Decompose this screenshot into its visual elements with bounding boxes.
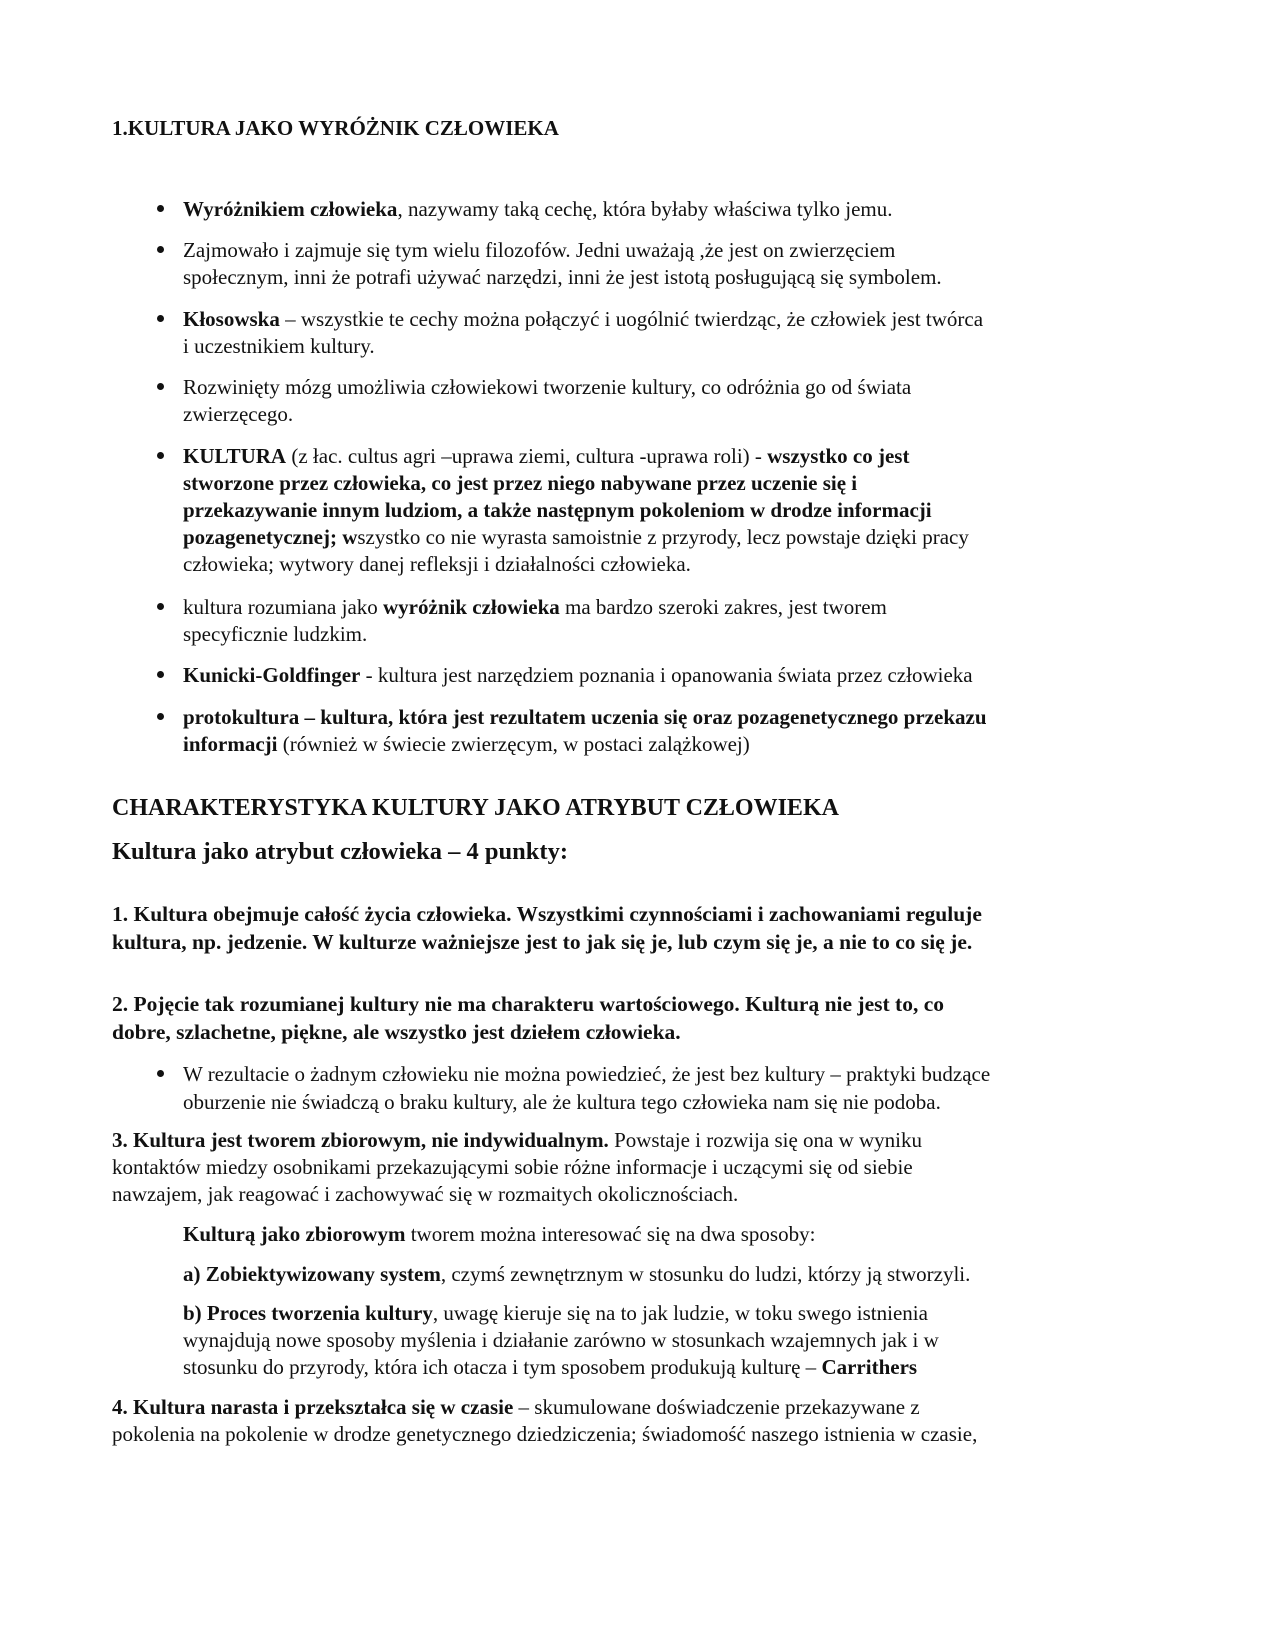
text: kultura rozumiana jako [183, 595, 384, 619]
bullet-item-line [183, 442, 909, 470]
bullet-icon [157, 205, 164, 212]
point3-intro-bold: Kulturą jako zbiorowym [183, 1222, 406, 1246]
bullet-icon [157, 671, 164, 678]
bullet-item-line [183, 523, 969, 551]
point2-line2: dobre, szlachetne, piękne, ale wszystko jest dziełem człowieka. [112, 1020, 681, 1044]
point4-text: – skumulowane doświadczenie przekazywane z [513, 1395, 920, 1419]
bold-text: wszystko co jest [767, 444, 910, 468]
bold-text: przekazywanie innym ludziom, a także następnym pokoleniom w drodze informacji [183, 498, 932, 522]
bold-text: stworzone przez człowieka, co jest przez niego nabywane przez uczenie się i [183, 471, 858, 495]
bullet-item-line [183, 236, 895, 264]
text: , nazywamy taką cechę, która byłaby właściwa tylko jemu. [397, 197, 893, 221]
bullet-icon [157, 452, 164, 459]
text: Rozwinięty mózg umożliwia człowiekowi tworzenie kultury, co odróżnia go od świata [183, 375, 912, 399]
bullet-item-line [183, 305, 983, 333]
text: człowieka; wytwory danej refleksji i działalności człowieka. [183, 552, 691, 576]
point3-b-line2: wynajdują nowe sposoby myślenia i działanie zarówno w stosunkach wzajemnych jak i w [183, 1328, 939, 1352]
point2-bullet-line1: W rezultacie o żadnym człowieku nie można powiedzieć, że jest bez kultury – praktyki budzące [183, 1062, 991, 1086]
bullet-item-line [183, 469, 857, 497]
bullet-item-line [183, 730, 750, 758]
point3-b-line3-text: stosunku do przyrody, która ich otacza i tym sposobem produkują kulturę – [183, 1355, 822, 1379]
text: - kultura jest narzędziem poznania i opanowania świata przez człowieka [360, 663, 973, 687]
text: zwierzęcego. [183, 402, 294, 426]
text: szystko co nie wyrasta samoistnie z przyrody, lecz powstaje dzięki pracy [357, 525, 969, 549]
point3-a-bold: a) Zobiektywizowany system [183, 1262, 441, 1286]
bullet-icon [157, 1070, 164, 1077]
bullet-item-line [183, 593, 887, 621]
bold-text: pozagenetycznej; w [183, 525, 358, 549]
point1-line1: 1. Kultura obejmuje całość życia człowieka. Wszystkimi czynnościami i zachowaniami reguluje [112, 902, 982, 926]
bullet-icon [157, 246, 164, 253]
text: (również w świecie zwierzęcym, w postaci zalążkowej) [277, 732, 750, 756]
point3-b-line3 [183, 1353, 917, 1381]
point2-bullet-line2: oburzenie nie świadczą o braku kultury, ale że kultura tego człowieka nam się nie podoba. [183, 1090, 941, 1114]
bullet-item-line [183, 332, 375, 360]
point4-line1 [112, 1393, 920, 1421]
bullet-item-line [183, 661, 973, 689]
bullet-icon [157, 383, 164, 390]
point3-line3: nawzajem, jak reagować i zachowywać się w rozmaitych okolicznościach. [112, 1182, 739, 1206]
point2-line1: 2. Pojęcie tak rozumianej kultury nie ma charakteru wartościowego. Kulturą nie jest to, co [112, 992, 944, 1016]
bullet-item-line [183, 195, 893, 223]
point4-heading: 4. Kultura narasta i przekształca się w czasie [112, 1395, 514, 1419]
text: ma bardzo szeroki zakres, jest tworem [559, 595, 887, 619]
point4-line2: pokolenia na pokolenie w drodze genetycznego dziedziczenia; świadomość naszego istnienia w czasie, [112, 1422, 978, 1446]
document-title: 1.KULTURA JAKO WYRÓŻNIK CZŁOWIEKA [112, 116, 559, 140]
author-carrithers: Carrithers [821, 1355, 918, 1379]
bold-text: protokultura – kultura, która jest rezultatem uczenia się oraz pozagenetycznego przekazu [183, 705, 987, 729]
point3-heading: 3. Kultura jest tworem zbiorowym, nie indywidualnym. [112, 1128, 609, 1152]
point3-b-line1 [183, 1299, 928, 1327]
bullet-icon [157, 315, 164, 322]
section2-heading: CHARAKTERYSTYKA KULTURY JAKO ATRYBUT CZŁOWIEKA [112, 795, 839, 821]
section2-subheading: Kultura jako atrybut człowieka – 4 punkty: [112, 838, 569, 865]
bullet-item-line [183, 703, 987, 731]
bullet-icon [157, 713, 164, 720]
point3-line1 [112, 1126, 922, 1154]
point3-b-text: , uwagę kieruje się na to jak ludzie, w toku swego istnienia [432, 1301, 928, 1325]
text: – wszystkie te cechy można połączyć i uogólnić twierdząc, że człowiek jest twórca [279, 307, 984, 331]
bold-text: Wyróżnikiem człowieka [183, 197, 398, 221]
bullet-icon [157, 603, 164, 610]
bold-text: wyróżnik człowieka [383, 595, 560, 619]
bold-text: Kunicki-Goldfinger [183, 663, 361, 687]
bullet-item-line [183, 496, 932, 524]
bullet-item-line [183, 373, 911, 401]
point3-line2: kontaktów miedzy osobnikami przekazującymi sobie różne informacje i uczącymi się od siebie [112, 1155, 913, 1179]
text: i uczestnikiem kultury. [183, 334, 375, 358]
point3-text: Powstaje i rozwija się ona w wyniku [608, 1128, 923, 1152]
point3-a [183, 1260, 970, 1288]
text: społecznym, inni że potrafi używać narzędzi, inni że jest istotą posługującą się symbolem. [183, 265, 942, 289]
bullet-item-line [183, 400, 293, 428]
bullet-item-line [183, 263, 942, 291]
bold-text: KULTURA [183, 444, 287, 468]
point3-intro-text: tworem można interesować się na dwa sposoby: [405, 1222, 816, 1246]
point3-intro [183, 1220, 815, 1248]
point3-a-text: , czymś zewnętrznym w stosunku do ludzi, którzy ją stworzyli. [440, 1262, 971, 1286]
text: specyficznie ludzkim. [183, 622, 368, 646]
bold-text: Kłosowska [183, 307, 280, 331]
bullet-item-line [183, 550, 691, 578]
text: (z łac. cultus agri –uprawa ziemi, cultura -uprawa roli) - [286, 444, 768, 468]
text: Zajmowało i zajmuje się tym wielu filozofów. Jedni uważają ,że jest on zwierzęciem [183, 238, 896, 262]
point1-line2: kultura, np. jedzenie. W kulturze ważniejsze jest to jak się je, lub czym się je, a nie to co się je. [112, 930, 973, 954]
bold-text: informacji [183, 732, 278, 756]
point3-b-bold: b) Proces tworzenia kultury [183, 1301, 433, 1325]
bullet-item-line [183, 620, 367, 648]
